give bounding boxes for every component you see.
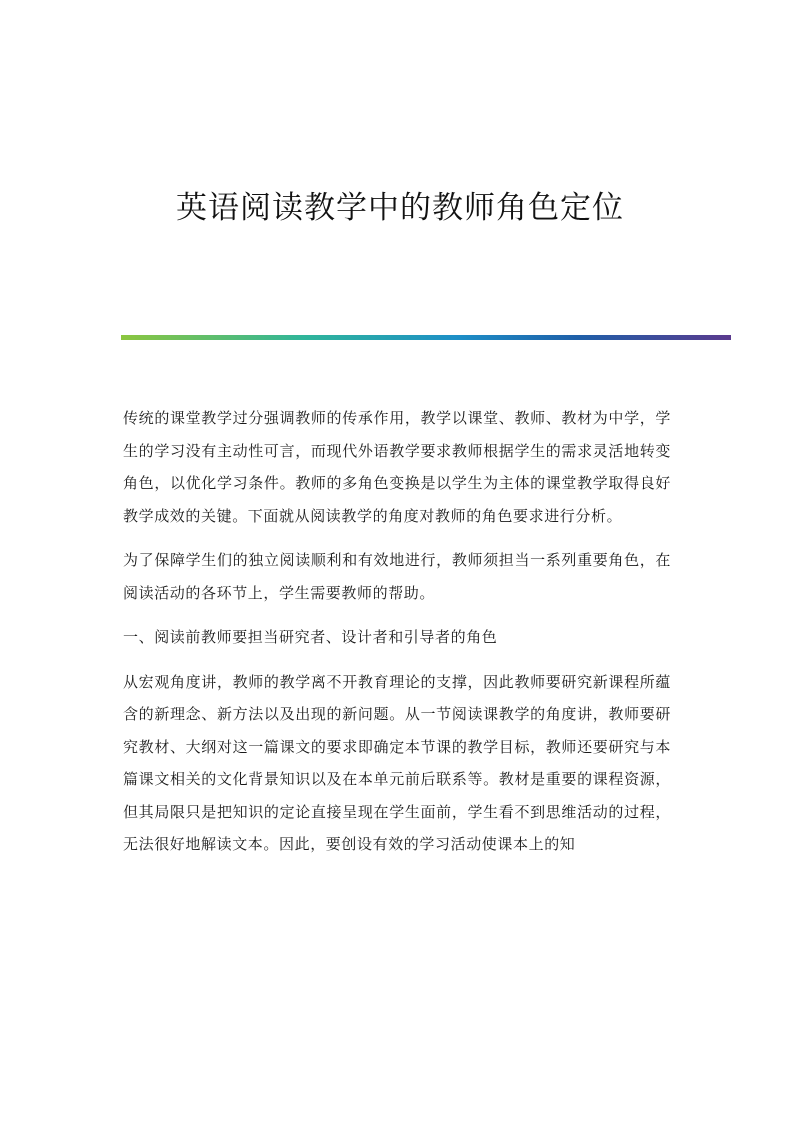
paragraph-macro-perspective: 从宏观角度讲，教师的教学离不开教育理论的支撑，因此教师要研究新课程所蕴含的新理念、新方法以及出现的新问题。从一节阅读课教学的角度讲，教师要研究教材、大纲对这一篇课文的要求即确定本节课的教学目标，教师还要研究与本篇课文相关的文化背景知识以及在本单元前后联系等。教材是重要的课程资源，但其局限只是把知识的定论直接呈现在学生面前，学生看不到思维活动的过程，无法很好地解读文本。因此，要创设有效的学习活动使课本上的知 [123,672,671,853]
section-heading-1: 一、阅读前教师要担当研究者、设计者和引导者的角色 [123,628,498,646]
gradient-divider [121,335,731,340]
paragraph-roles: 为了保障学生们的独立阅读顺利和有效地进行，教师须担当一系列重要角色，在阅读活动的各环节上，学生需要教师的帮助。 [123,551,671,602]
document-body [123,402,671,873]
page-title: 英语阅读教学中的教师角色定位 [176,190,624,226]
paragraph-intro: 传统的课堂教学过分强调教师的传承作用，教学以课堂、教师、教材为中学，学生的学习没有主动性可言，而现代外语教学要求教师根据学生的需求灵活地转变角色，以优化学习条件。教师的多角色变换是以学生为主体的课堂教学取得良好教学成效的关键。下面就从阅读教学的角度对教师的角色要求进行分析。 [123,409,671,525]
